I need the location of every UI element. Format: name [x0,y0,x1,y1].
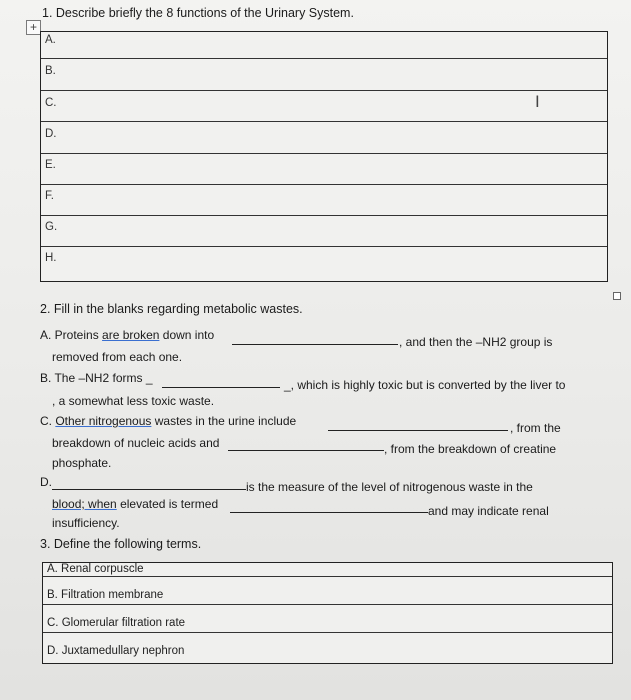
table-move-handle-icon[interactable]: + [26,20,41,35]
blank-d2[interactable] [230,512,428,513]
table-row[interactable]: A. Renal corpuscle [43,563,612,577]
q2-a-text-3: removed from each one. [52,350,183,364]
table-row[interactable]: C. [41,91,607,122]
q2-b-text-1: B. The –NH2 forms _ [40,371,153,385]
q2-b-text-2: _, which is highly toxic but is converted by the liver to [284,378,566,392]
table-row[interactable]: F. [41,185,607,216]
q2-d-text-2: blood; when elevated is termed [52,497,219,511]
q2-a-text-2: , and then the –NH2 group is [399,335,553,349]
table-resize-handle-icon[interactable] [613,292,621,300]
blank-d1[interactable] [52,489,246,490]
table-row[interactable]: G. [41,216,607,247]
table-row[interactable]: A. [41,32,607,59]
terms-table [42,562,613,664]
q2-c-text-4: , from the breakdown of creatine [384,442,557,456]
table-row[interactable]: H. [45,252,57,264]
blank-a1[interactable] [232,344,398,345]
question-2-title: 2. Fill in the blanks regarding metabolic wastes. [40,302,303,316]
q2-d-text-3: and may indicate renal [428,504,549,518]
table-row[interactable]: D. Juxtamedullary nephron [47,645,185,657]
table-row[interactable]: E. [41,154,607,185]
table-row[interactable]: D. [41,122,607,154]
q2-d-text-4: insufficiency. [52,516,120,530]
q2-c-text-3: breakdown of nucleic acids and [52,436,220,450]
table-row[interactable]: B. [41,59,607,91]
q2-d-text-1: is the measure of the level of nitrogenous waste in the [246,480,533,494]
q2-c-text-1: C. Other nitrogenous wastes in the urine include [40,414,297,428]
blank-c2[interactable] [228,450,384,451]
q2-c-text-2: , from the [510,421,561,435]
blank-c1[interactable] [328,430,508,431]
functions-table [40,31,608,282]
table-row[interactable]: B. Filtration membrane [43,577,612,605]
q2-c-text-5: phosphate. [52,456,112,470]
text-cursor-icon: I [535,92,540,111]
q2-b-text-3: , a somewhat less toxic waste. [52,394,215,408]
table-row[interactable]: C. Glomerular filtration rate [43,605,612,633]
question-1-title: 1. Describe briefly the 8 functions of the Urinary System. [42,6,354,20]
blank-b1[interactable] [162,387,280,388]
q2-d-label: D. [40,475,52,489]
question-3-title: 3. Define the following terms. [40,537,202,551]
q2-a-text-1: A. Proteins are broken down into [40,328,215,342]
